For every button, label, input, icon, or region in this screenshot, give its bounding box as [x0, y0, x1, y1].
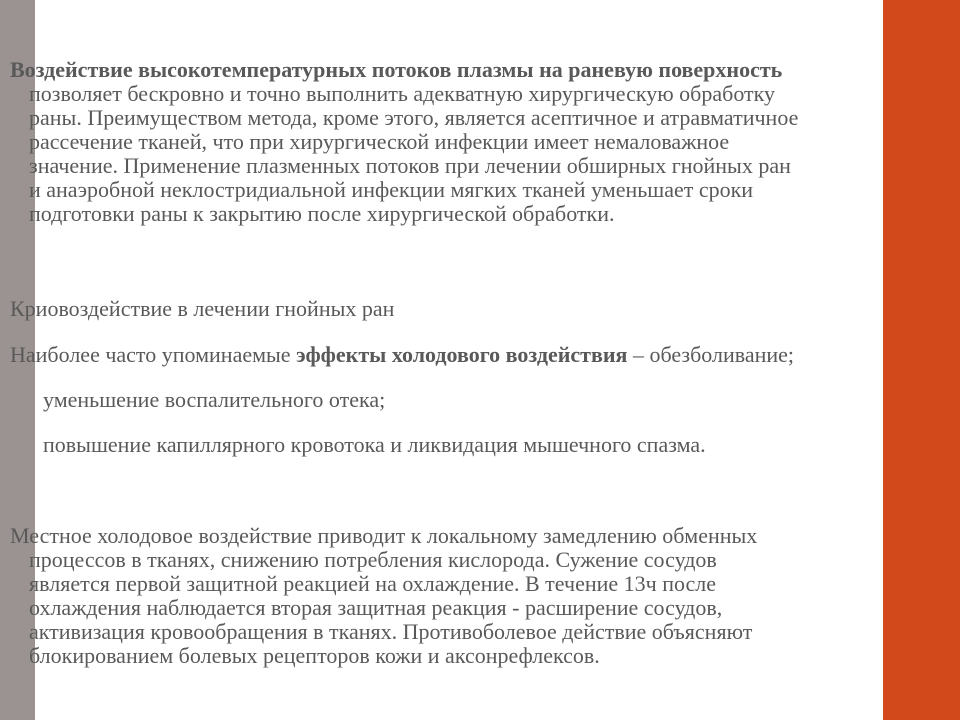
plasma-paragraph — [10, 58, 945, 226]
cold-effect-item: уменьшение воспалительного отека; — [43, 387, 386, 412]
cryo-heading: Криовоздействие в лечении гнойных ран — [10, 296, 395, 321]
plasma-paragraph-line: рассечение тканей, что при хирургической инфекции имеет немаловажное — [29, 129, 730, 154]
plasma-paragraph-line: позволяет бескровно и точно выполнить адекватную хирургическую обработку — [29, 81, 776, 106]
slide-content — [10, 0, 960, 720]
cold-effects-line — [10, 342, 794, 368]
cold-effect-item: повышение капиллярного кровотока и ликвидация мышечного спазма. — [43, 432, 706, 457]
local-cold-line: Местное холодовое воздействие приводит к локальному замедлению обменных — [10, 523, 758, 548]
right-decorative-bar — [883, 0, 960, 720]
cold-effects-suffix: – обезболивание; — [627, 342, 795, 367]
cold-effects-prefix: Наиболее часто упоминаемые — [10, 342, 297, 367]
plasma-paragraph-lead: Воздействие высокотемпературных потоков плазмы на раневую поверхность — [10, 57, 783, 82]
plasma-paragraph-line: раны. Преимуществом метода, кроме этого, является асептичное и атравматичное — [29, 105, 799, 130]
local-cold-line: процессов в тканях, снижению потребления кислорода. Сужение сосудов — [29, 547, 717, 572]
plasma-paragraph-line: подготовки раны к закрытию после хирургической обработки. — [29, 201, 615, 226]
local-cold-line: охлаждения наблюдается вторая защитная реакция - расширение сосудов, — [29, 595, 723, 620]
plasma-paragraph-line: и анаэробной неклостридиальной инфекции мягких тканей уменьшает сроки — [29, 177, 754, 202]
cold-effects-bold: эффекты холодового воздействия — [296, 342, 628, 367]
plasma-paragraph-line: значение. Применение плазменных потоков при лечении обширных гнойных ран — [29, 153, 791, 178]
local-cold-line: является первой защитной реакцией на охлаждение. В течение 13ч после — [29, 571, 717, 596]
local-cold-paragraph — [10, 524, 945, 668]
local-cold-line: активизация кровообращения в тканях. Противоболевое действие объясняют — [29, 619, 753, 644]
local-cold-line: блокированием болевых рецепторов кожи и аксонрефлексов. — [29, 643, 600, 668]
